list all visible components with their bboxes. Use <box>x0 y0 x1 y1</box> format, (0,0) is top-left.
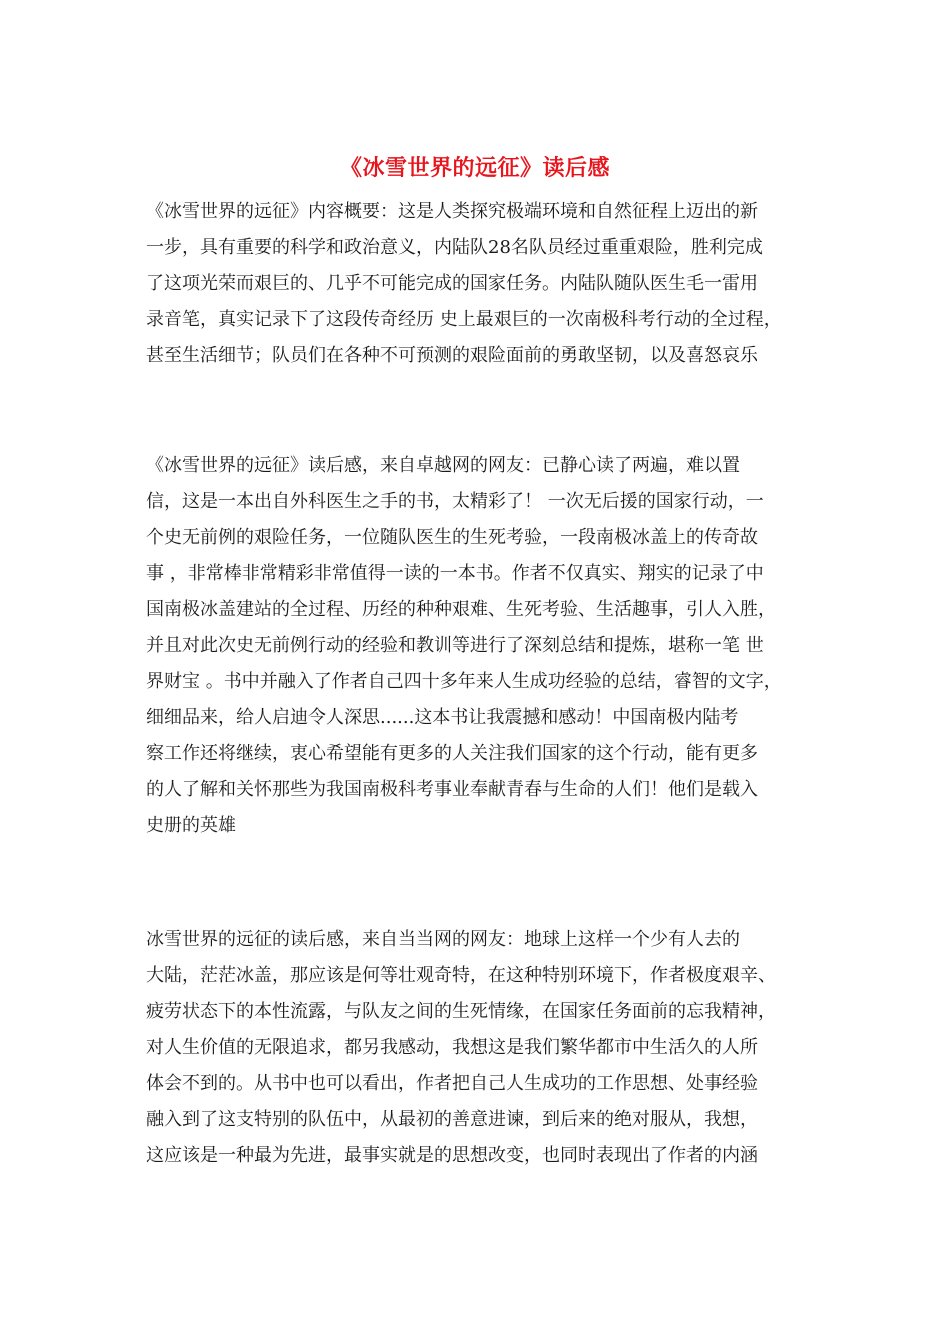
paragraph-line: 的人了解和关怀那些为我国南极科考事业奉献青春与生命的人们！他们是载入 <box>146 779 758 800</box>
paragraph-line: 《冰雪世界的远征》内容概要：这是人类探究极端环境和自然征程上迈出的新 <box>146 201 758 222</box>
paragraph-line: 疲劳状态下的本性流露，与队友之间的生死情缘，在国家任务面前的忘我精神， <box>146 1001 776 1022</box>
paragraph-line: 这应该是一种最为先进，最事实就是的思想改变，也同时表现出了作者的内涵 <box>146 1145 758 1166</box>
document-title: 《冰雪世界的远征》读后感 <box>339 156 610 181</box>
paragraph-line: 并且对此次史无前例行动的经验和教训等进行了深刻总结和提炼，堪称一笔 世 <box>146 635 764 656</box>
paragraph-line: 界财宝 。书中并融入了作者自己四十多年来人生成功经验的总结，睿智的文字， <box>146 671 782 692</box>
paragraph-summary <box>146 194 826 374</box>
paragraph-line: 《冰雪世界的远征》读后感，来自卓越网的网友：已静心读了两遍，难以置 <box>146 455 740 476</box>
paragraph-line: 一步，具有重要的科学和政治意义，内陆队28名队员经过重重艰险，胜利完成 <box>146 237 763 258</box>
paragraph-line: 大陆，茫茫冰盖，那应该是何等壮观奇特，在这种特别环境下，作者极度艰辛、 <box>146 965 776 986</box>
paragraph-line: 体会不到的。从书中也可以看出，作者把自己人生成功的工作思想、处事经验 <box>146 1073 758 1094</box>
paragraph-line: 对人生价值的无限追求，都另我感动，我想这是我们繁华都市中生活久的人所 <box>146 1037 758 1058</box>
paragraph-line: 录音笔，真实记录下了这段传奇经历 史上最艰巨的一次南极科考行动的全过程， <box>146 309 782 330</box>
paragraph-line: 史册的英雄 <box>146 815 236 836</box>
paragraph-line: 融入到了这支特别的队伍中，从最初的善意进谏，到后来的绝对服从，我想， <box>146 1109 758 1130</box>
paragraph-line: 察工作还将继续，衷心希望能有更多的人关注我们国家的这个行动，能有更多 <box>146 743 758 764</box>
paragraph-line: 细细品来，给人启迪令人深思......这本书让我震撼和感动！中国南极内陆考 <box>146 707 739 728</box>
paragraph-line: 冰雪世界的远征的读后感，来自当当网的网友：地球上这样一个少有人去的 <box>146 929 740 950</box>
paragraph-line: 国南极冰盖建站的全过程、历经的种种艰难、生死考验、生活趣事，引人入胜， <box>146 599 776 620</box>
paragraph-review-dangdang <box>146 922 826 1174</box>
paragraph-line: 事 ，非常棒非常精彩非常值得一读的一本书。作者不仅真实、翔实的记录了中 <box>146 563 764 584</box>
paragraph-line: 了这项光荣而艰巨的、几乎不可能完成的国家任务。内陆队随队医生毛一雷用 <box>146 273 758 294</box>
paragraph-line: 甚至生活细节；队员们在各种不可预测的艰险面前的勇敢坚韧，以及喜怒哀乐 <box>146 345 758 366</box>
paragraph-line: 信，这是一本出自外科医生之手的书，太精彩了！ 一次无后援的国家行动，一 <box>146 491 764 512</box>
paragraph-review-joyo <box>146 448 826 844</box>
paragraph-line: 个史无前例的艰险任务，一位随队医生的生死考验，一段南极冰盖上的传奇故 <box>146 527 758 548</box>
